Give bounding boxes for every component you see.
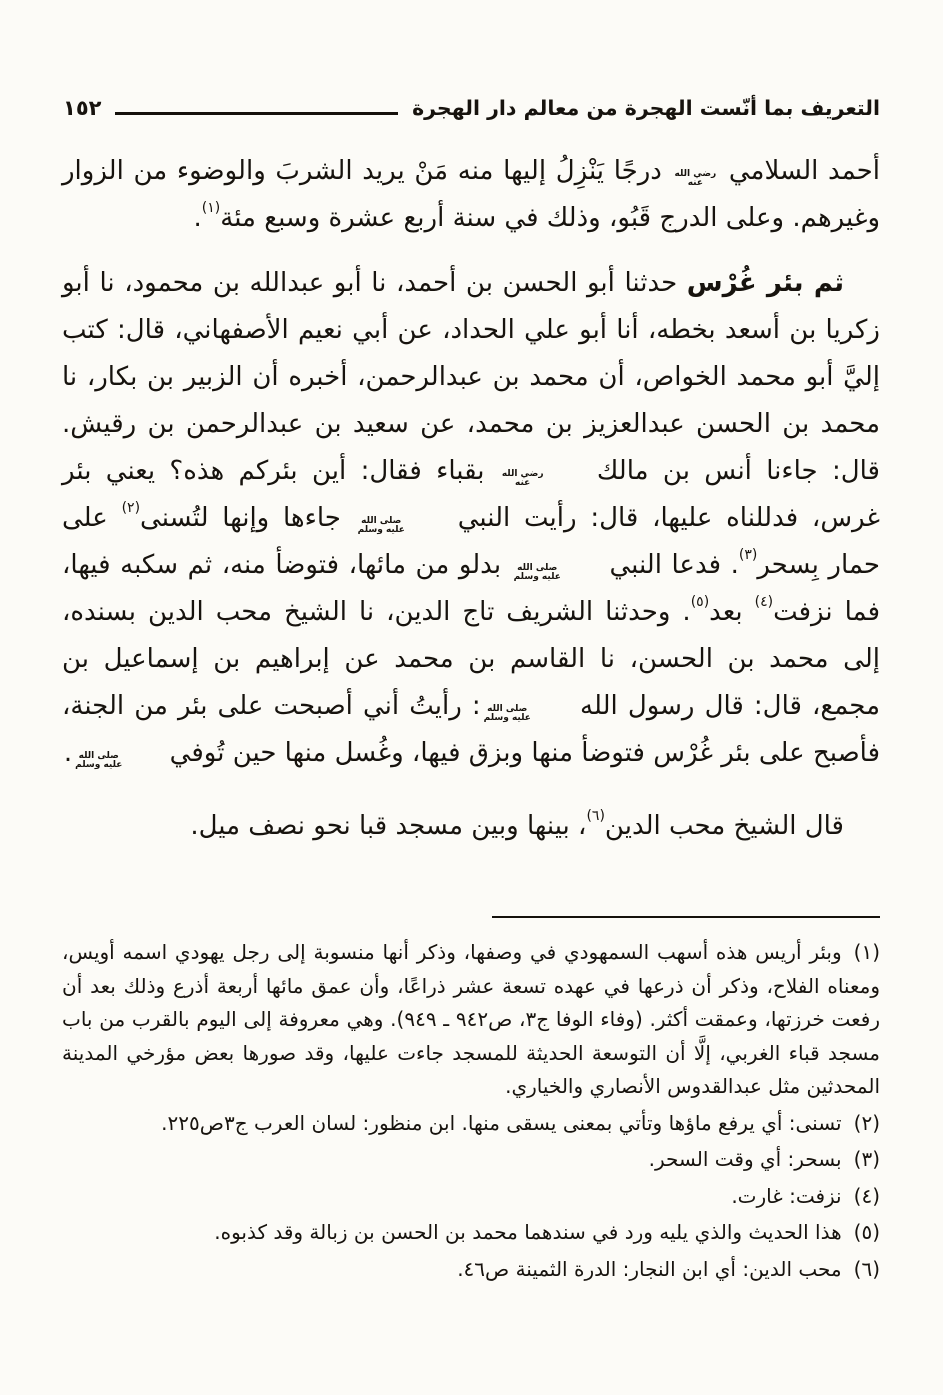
footnote-number: (٢) <box>853 1110 880 1135</box>
body-run: حدثنا أبو الحسن بن أحمد، نا أبو عبدالله بن محمود، نا أبو زكريا بن أسعد بخطه، أنا أبو علي الحداد، عن أبي نعيم الأصفهاني، قال: كتب إليَّ أبو محمد الخواص، أن محمد بن عبدالرحمن، أخبره أن الزبير بن بكار، نا محمد بن الحسن عبدالعزيز بن محمد، عن سعيد بن عبدالرحمن بن رقيش. قال: جاءنا أنس بن مالك <box>62 268 880 486</box>
body-run: بدلو من مائها، فتوضأ منه، ثم سكبه فيها، فما نزفت <box>62 550 881 627</box>
footnote-ref: (٢) <box>121 500 141 516</box>
footnote-number: (٤) <box>853 1183 880 1208</box>
footnote-text: وبئر أريس هذه أسهب السمهودي في وصفها، وذكر أنها منسوبة إلى رجل يهودي اسمه أويس، ومعناه الفلاح، وذكر أن ذرعها في عهده تسعة عشر ذراعًا، وأن عمق مائها أربعة أذرع وذلك بعد أن رفعت خرزتها، وعمقت أكثر. (وفاء الوفا ج٣، ص٩٤٢ ـ ٩٤٩). وهي معروفة إلى اليوم بالقرب من باب مسجد قباء الغربي، إلَّا أن التوسعة الحديثة للمسجد جاءت عليها، وقد صورها بعض مؤرخي المدينة المحدثين مثل عبدالقدوس الأنصاري والخياري. <box>62 940 880 1098</box>
footnote-ref: (٥) <box>690 594 710 610</box>
footnote-ref: (١) <box>201 200 221 216</box>
footnote-item <box>62 936 880 1104</box>
footnote-text: تسنى: أي يرفع ماؤها وتأتي بمعنى يسقى منها. ابن منظور: لسان العرب ج٣ص٢٢٥. <box>161 1110 842 1135</box>
body-run: . <box>63 738 73 768</box>
honorific-saw-icon: صلى الله عليه وسلم <box>483 703 531 723</box>
page-number: ١٥٢ <box>63 96 102 120</box>
paragraph-3 <box>62 803 880 850</box>
section-heading: ثم بئر غُرْس <box>686 268 844 298</box>
body-run: بقباء فقال: أين بئركم هذه؟ يعني بئر غرس، فدللناه عليها، قال: رأيت النبي <box>62 456 880 533</box>
body-run: على حمار بِسحر <box>62 503 881 580</box>
footnote-number: (٥) <box>853 1220 880 1244</box>
body-run: . <box>193 203 202 233</box>
body-run: ، بينها وبين مسجد قبا نحو نصف ميل. <box>190 811 587 841</box>
footnote-separator-rule <box>492 916 880 918</box>
footnote-item <box>62 1107 880 1141</box>
body-run: : رأيتُ أني أصبحت على بئر من الجنة، فأصبح على بئر غُرْس فتوضأ منها وبزق فيها، وغُسل منها حين تُوفي <box>62 691 880 768</box>
honorific-saw-icon: صلى الله عليه وسلم <box>75 750 123 770</box>
body-run: . وحدثنا الشريف تاج الدين، نا الشيخ محب الدين بسنده، إلى محمد بن الحسن، نا القاسم بن محمد عن إبراهيم بن إسماعيل بن مجمع، قال: قال رسول الله <box>62 597 880 721</box>
honorific-rda-icon: رضي الله عنه <box>674 168 717 188</box>
body-run: . فدعا النبي <box>599 550 739 580</box>
paragraph-2 <box>62 260 880 777</box>
header-rule <box>115 112 398 115</box>
footnote-text: نزفت: غارت. <box>731 1183 842 1208</box>
body-run: بعد <box>709 597 755 627</box>
footnote-ref: (٦) <box>586 808 605 824</box>
footnote-ref: (٣) <box>738 547 758 563</box>
footnote-ref: (٤) <box>754 594 774 610</box>
honorific-saw-icon: صلى الله عليه وسلم <box>357 515 405 535</box>
footnote-item <box>62 1180 880 1214</box>
body-run: قال الشيخ محب الدين <box>604 811 844 841</box>
page-header <box>63 96 880 120</box>
footnote-text: هذا الحديث والذي يليه ورد في سندهما محمد بن الحسن بن زبالة وقد كذبوه. <box>214 1220 842 1244</box>
paragraph-1 <box>62 148 880 242</box>
footnote-item <box>62 1216 880 1250</box>
footnote-item <box>62 1143 880 1177</box>
footnote-item <box>62 1253 880 1287</box>
footnote-text: محب الدين: أي ابن النجار: الدرة الثمينة ص٤٦. <box>457 1256 842 1281</box>
footnote-number: (٣) <box>853 1147 880 1171</box>
footnote-number: (١) <box>853 940 880 964</box>
footnotes-section <box>62 936 880 1289</box>
honorific-rda-icon: رضي الله عنه <box>501 468 544 488</box>
footnote-number: (٦) <box>853 1256 880 1281</box>
body-run: درجًا يَنْزِلُ إليها منه مَنْ يريد الشربَ والوضوء من الزوار وغيرهم. وعلى الدرج قَبُو، وذلك في سنة أربع عشرة وسبع مئة <box>62 156 880 233</box>
body-run: أحمد السلامي <box>719 156 880 186</box>
honorific-saw-icon: صلى الله عليه وسلم <box>513 562 561 582</box>
body-text <box>62 148 880 868</box>
body-run: جاءها وإنها لتُسنى <box>140 503 355 533</box>
footnote-text: بسحر: أي وقت السحر. <box>648 1147 842 1171</box>
running-title: التعريف بما أنّست الهجرة من معالم دار الهجرة <box>412 96 880 120</box>
